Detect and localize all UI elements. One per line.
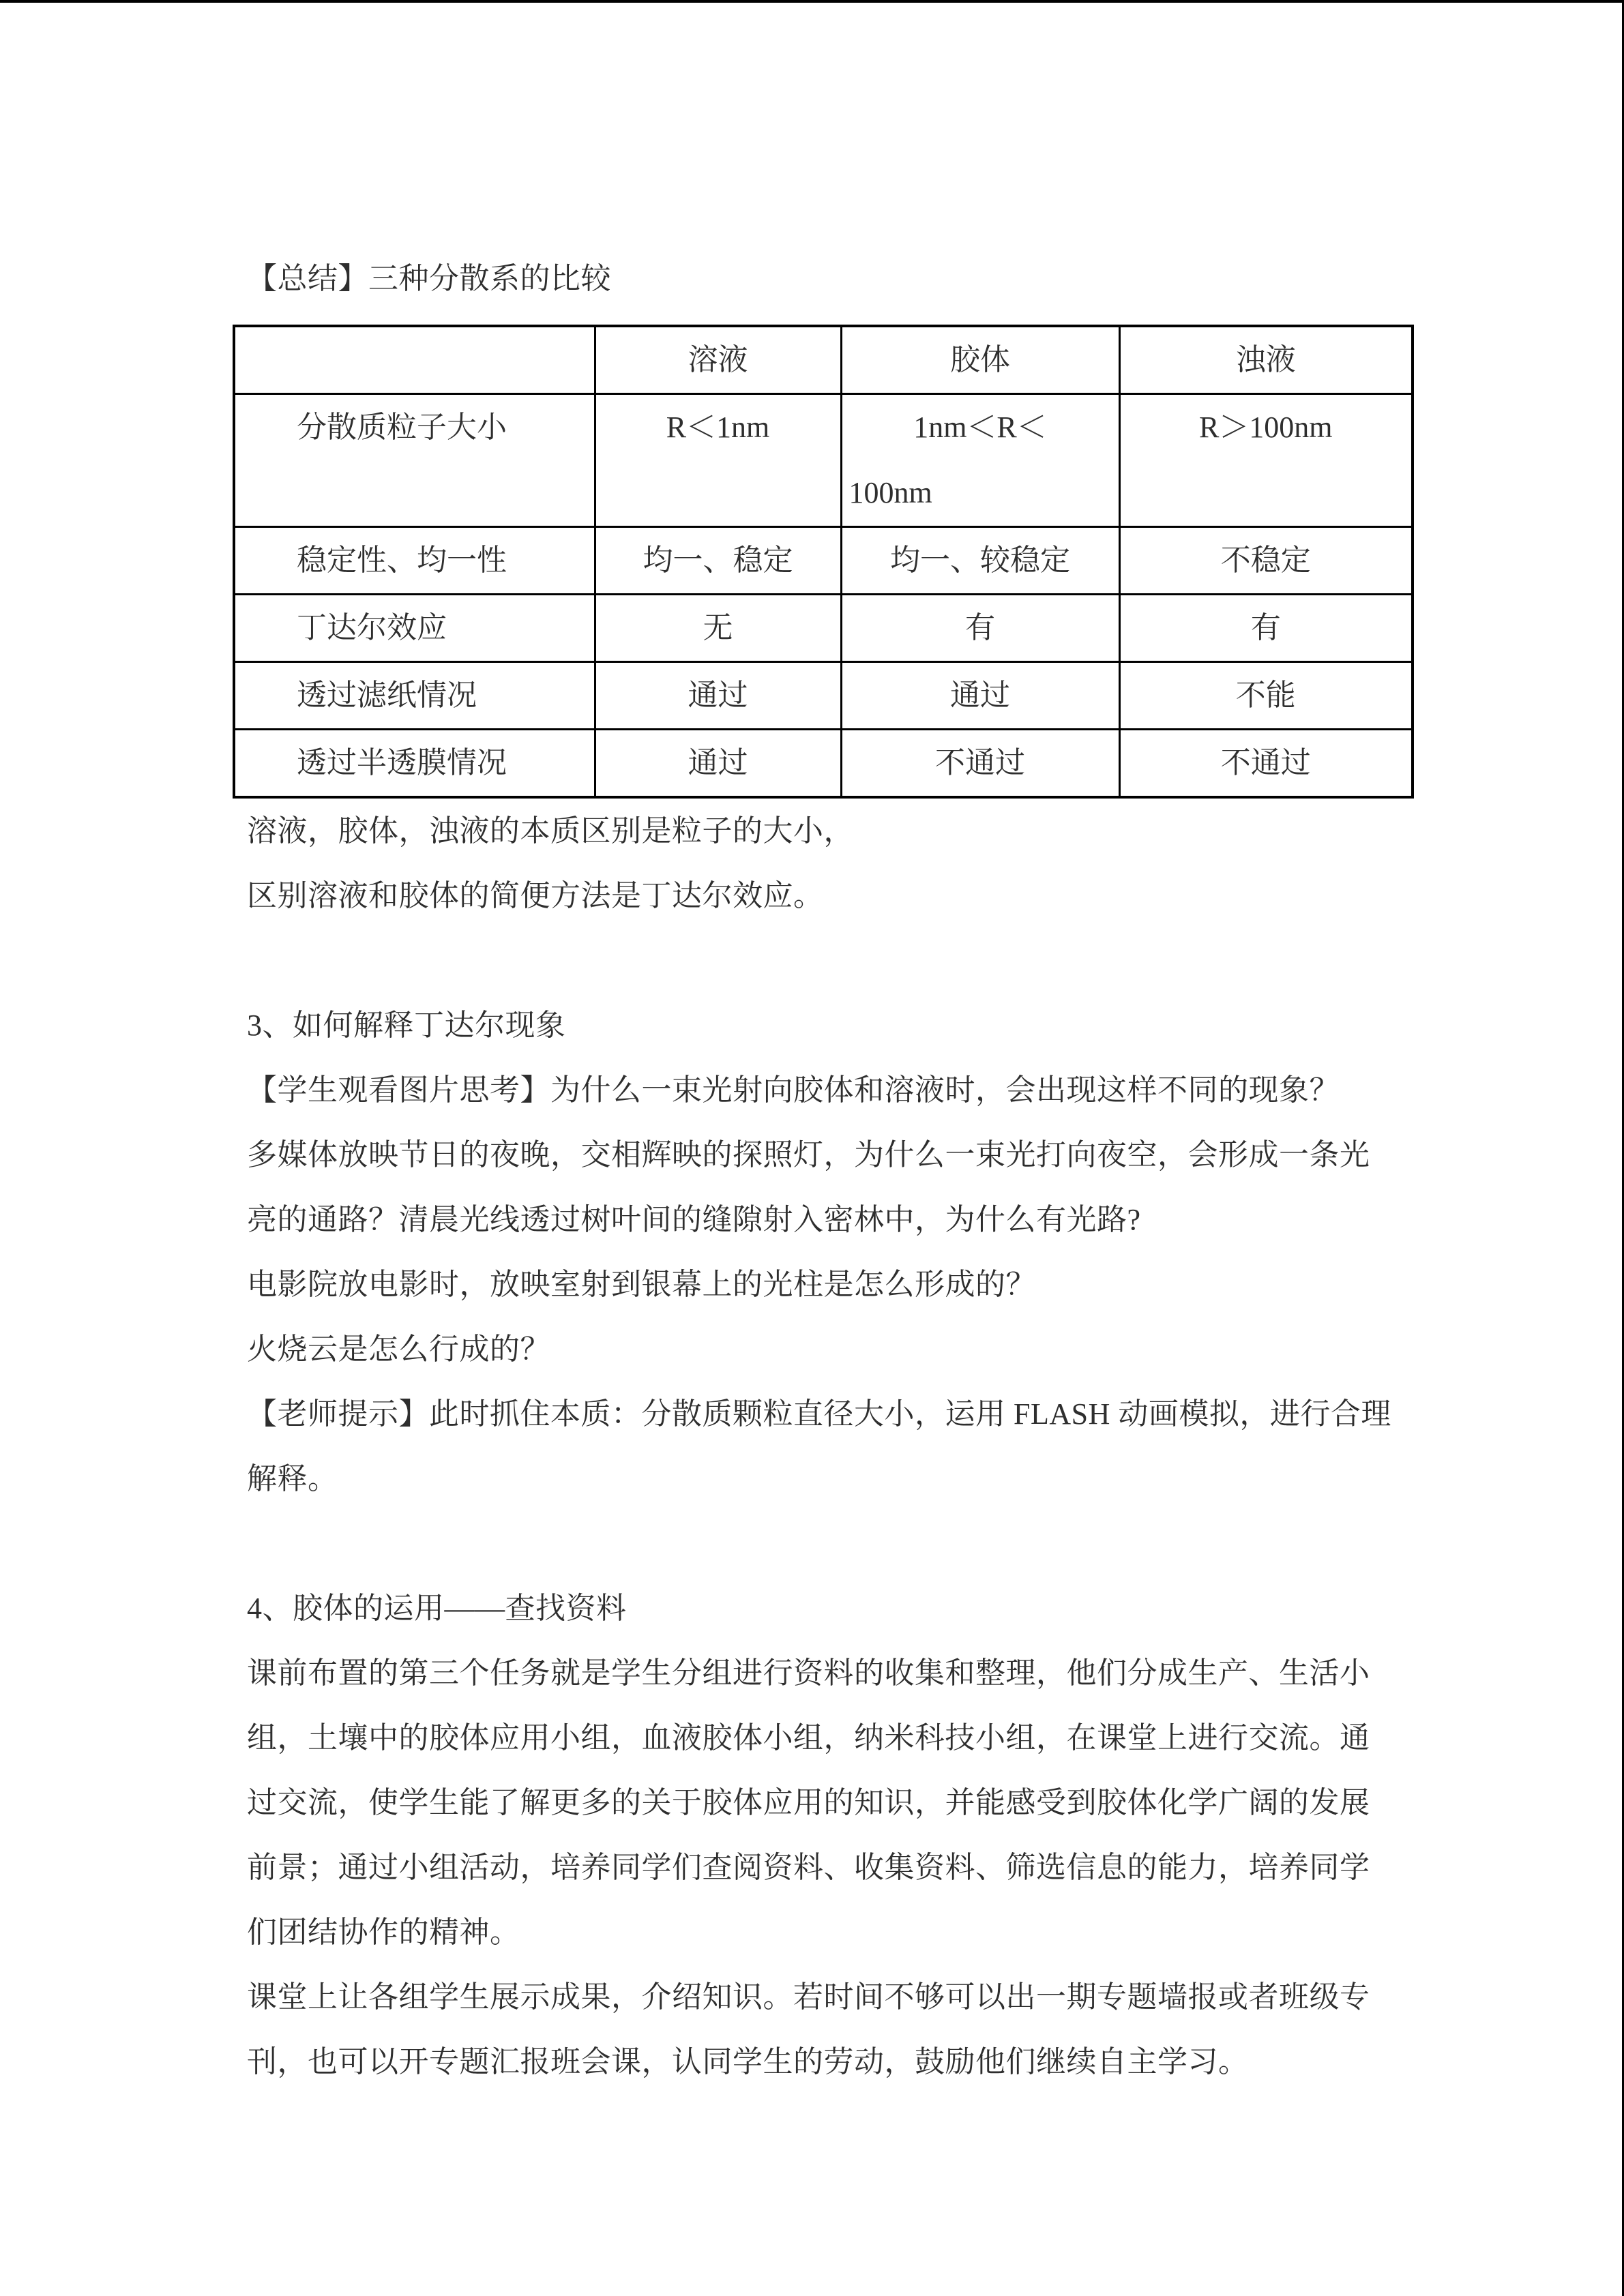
table-header-row (234, 326, 1413, 394)
row-label-tyndall: 丁达尔效应 (234, 595, 595, 662)
cell-membrane-solution: 通过 (595, 730, 841, 798)
header-cell-suspension: 浊液 (1119, 326, 1413, 394)
header-cell-colloid: 胶体 (841, 326, 1119, 394)
cell-stability-colloid: 均一、较稳定 (841, 527, 1119, 595)
section-title: 【总结】三种分散系的比较 (247, 262, 611, 295)
body-line-task-1: 课前布置的第三个任务就是学生分组进行资料的收集和整理，他们分成生产、生活小 (247, 1656, 1370, 1690)
cell-particle-size-solution: R＜1nm (595, 394, 841, 527)
cell-particle-size-colloid-line2: 100nm (848, 476, 932, 509)
row-label-membrane: 透过半透膜情况 (234, 730, 595, 798)
body-line-teacher-tip-1: 【老师提示】此时抓住本质：分散质颗粒直径大小，运用 FLASH 动画模拟，进行合理 (247, 1397, 1391, 1431)
cell-particle-size-suspension: R＞100nm (1119, 394, 1413, 527)
cell-particle-size-colloid (841, 394, 1119, 527)
cell-membrane-suspension: 不通过 (1119, 730, 1413, 798)
body-line-showcase-2: 刊，也可以开专题汇报班会课，认同学生的劳动，鼓励他们继续自主学习。 (247, 2045, 1249, 2078)
row-label-stability: 稳定性、均一性 (234, 527, 595, 595)
header-cell-solution: 溶液 (595, 326, 841, 394)
body-line-cinema: 电影院放电影时，放映室射到银幕上的光柱是怎么形成的？ (247, 1268, 1036, 1301)
cell-stability-solution: 均一、稳定 (595, 527, 841, 595)
cell-tyndall-suspension: 有 (1119, 595, 1413, 662)
body-line-distinguish: 区别溶液和胶体的简便方法是丁达尔效应。 (247, 879, 824, 912)
body-line-searchlight-2: 亮的通路？清晨光线透过树叶间的缝隙射入密林中，为什么有光路? (247, 1203, 1141, 1236)
table-row-filter-paper (234, 662, 1413, 730)
body-line-task-5: 们团结协作的精神。 (247, 1915, 520, 1949)
cell-membrane-colloid: 不通过 (841, 730, 1119, 798)
row-label-particle-size: 分散质粒子大小 (234, 394, 595, 527)
table-row-particle-size (234, 394, 1413, 527)
row-label-filter-paper: 透过滤纸情况 (234, 662, 595, 730)
cell-stability-suspension: 不稳定 (1119, 527, 1413, 595)
body-line-searchlight-1: 多媒体放映节日的夜晚，交相辉映的探照灯，为什么一束光打向夜空，会形成一条光 (247, 1138, 1370, 1172)
body-line-task-4: 前景；通过小组活动，培养同学们查阅资料、收集资料、筛选信息的能力，培养同学 (247, 1851, 1370, 1884)
spacer-line (247, 928, 1411, 993)
heading-section-3: 3、如何解释丁达尔现象 (247, 1009, 566, 1042)
cell-filter-paper-solution: 通过 (595, 662, 841, 730)
cell-filter-paper-suspension: 不能 (1119, 662, 1413, 730)
header-cell-empty (234, 326, 595, 394)
body-line-task-3: 过交流，使学生能了解更多的关于胶体应用的知识，并能感受到胶体化学广阔的发展 (247, 1786, 1370, 1819)
body-line-task-2: 组，土壤中的胶体应用小组，血液胶体小组，纳米科技小组，在课堂上进行交流。通 (247, 1721, 1370, 1755)
body-line-burning-clouds: 火烧云是怎么行成的？ (247, 1332, 550, 1366)
cell-particle-size-colloid-line1: 1nm＜R＜ (913, 411, 1047, 444)
body-line-showcase-1: 课堂上让各组学生展示成果，介绍知识。若时间不够可以出一期专题墙报或者班级专 (247, 1980, 1370, 2014)
table-row-stability (234, 527, 1413, 595)
body-line-student-observe: 【学生观看图片思考】为什么一束光射向胶体和溶液时，会出现这样不同的现象？ (247, 1073, 1340, 1107)
dispersion-comparison-table (233, 325, 1414, 799)
cell-filter-paper-colloid: 通过 (841, 662, 1119, 730)
table-row-tyndall (234, 595, 1413, 662)
cell-tyndall-colloid: 有 (841, 595, 1119, 662)
spacer-line (247, 1511, 1411, 1576)
body-line-teacher-tip-2: 解释。 (247, 1462, 338, 1495)
cell-tyndall-solution: 无 (595, 595, 841, 662)
heading-section-4: 4、胶体的运用——查找资料 (247, 1592, 627, 1625)
body-line-essence: 溶液，胶体，浊液的本质区别是粒子的大小， (247, 814, 854, 848)
page-content (233, 0, 1411, 2094)
table-row-membrane (234, 730, 1413, 798)
